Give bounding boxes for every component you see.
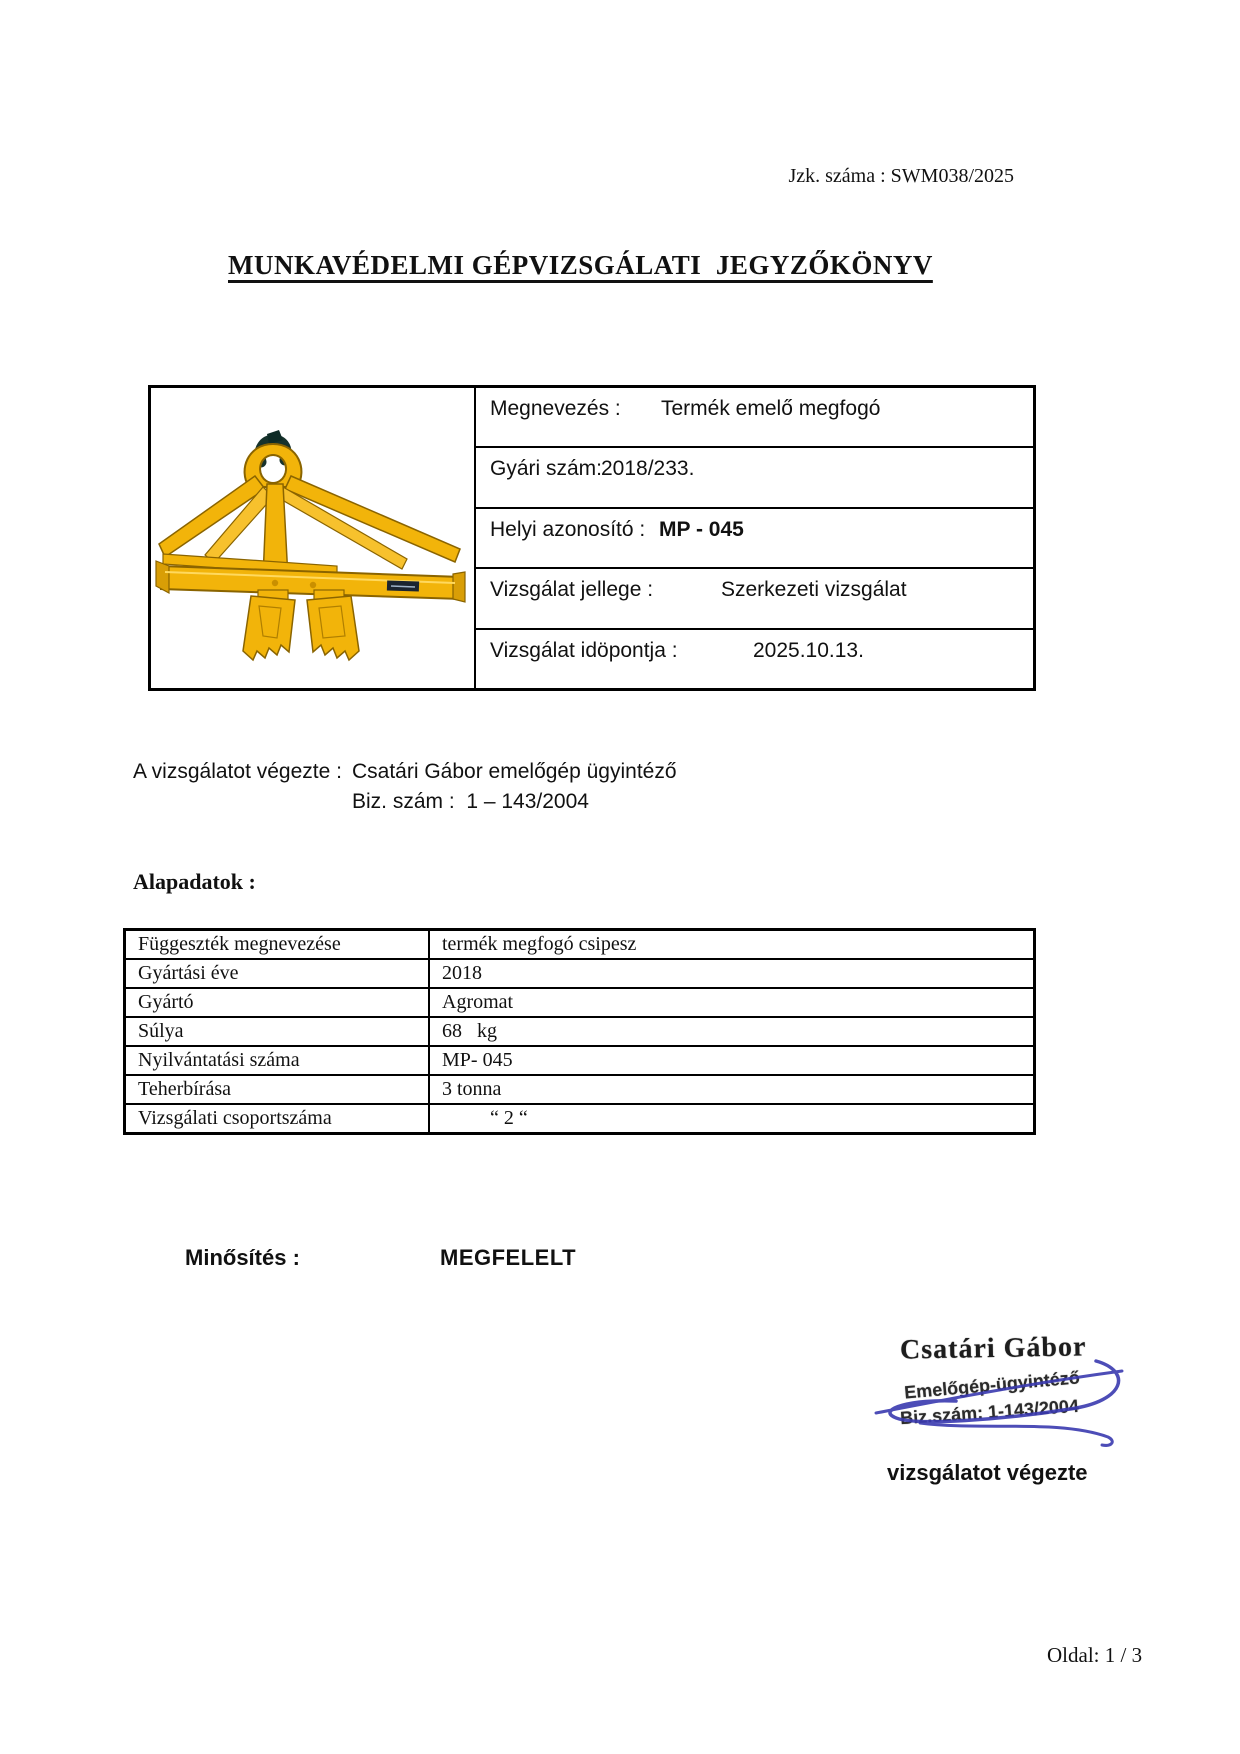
field-value: Termék emelő megfogó <box>661 397 881 420</box>
table-row <box>126 931 1033 960</box>
stamp-role: Emelőgép-ügyintéző <box>903 1367 1081 1403</box>
inspector-label: A vizsgálatot végezte : <box>133 760 342 783</box>
field-label: Teherbírása <box>126 1076 430 1103</box>
field-label: Súlya <box>126 1018 430 1045</box>
page-number: Oldal: 1 / 3 <box>1047 1643 1143 1667</box>
field-value: 68 kg <box>442 1020 497 1042</box>
field-label: Megnevezés : <box>490 397 621 420</box>
inspector-license: Biz. szám : 1 – 143/2004 <box>352 790 589 813</box>
table-row <box>126 960 1033 989</box>
machine-info-rows <box>476 388 1033 688</box>
field-label: Nyilvántatási száma <box>126 1047 430 1074</box>
field-label: Gyártó <box>126 989 430 1016</box>
machine-photo-image <box>155 426 467 666</box>
table-row <box>126 1076 1033 1105</box>
protocol-number: Jzk. száma : SWM038/2025 <box>788 165 1014 187</box>
basic-data-heading: Alapadatok : <box>133 869 256 894</box>
table-row <box>126 1018 1033 1047</box>
page-title: MUNKAVÉDELMI GÉPVIZSGÁLATI JEGYZŐKÖNYV <box>228 250 933 280</box>
signature-ink <box>858 1325 1140 1453</box>
field-value: 2018/233. <box>601 457 695 481</box>
field-value: 3 tonna <box>442 1078 502 1100</box>
field-value: Agromat <box>442 991 514 1013</box>
field-value: 2018 <box>442 962 482 984</box>
field-label: Vizsgálati csoportszáma <box>126 1105 430 1132</box>
field-value: MP - 045 <box>659 517 744 541</box>
field-value: “ 2 “ <box>490 1107 528 1129</box>
machine-photo-cell <box>151 388 476 688</box>
qualification-label: Minősítés : <box>185 1245 300 1270</box>
table-row <box>126 1047 1033 1076</box>
table-row <box>476 509 1033 569</box>
field-label: Helyi azonosító : <box>490 517 646 541</box>
stamp-name: Csatári Gábor <box>899 1331 1087 1366</box>
field-label: Vizsgálat idöpontja : <box>490 638 678 662</box>
table-row <box>476 569 1033 629</box>
basic-data-table <box>123 928 1036 1135</box>
field-label: Vizsgálat jellege : <box>490 578 654 602</box>
inspector-name: Csatári Gábor emelőgép ügyintéző <box>352 760 677 783</box>
machine-info-table <box>148 385 1036 691</box>
field-value: 2025.10.13. <box>753 638 864 662</box>
table-row <box>126 1105 1033 1132</box>
field-value: termék megfogó csipesz <box>442 933 637 955</box>
field-value: MP- 045 <box>442 1049 513 1071</box>
table-row <box>126 989 1033 1018</box>
signature-caption: vizsgálatot végezte <box>887 1460 1088 1485</box>
qualification-result: MEGFELELT <box>440 1245 577 1270</box>
table-row <box>476 630 1033 688</box>
table-row <box>476 448 1033 508</box>
field-label: Gyártási éve <box>126 960 430 987</box>
field-label: Gyári szám: <box>490 457 603 481</box>
stamp-license: Biz.szám: 1-143/2004 <box>899 1395 1080 1429</box>
inspector-stamp <box>858 1325 1140 1453</box>
field-value: Szerkezeti vizsgálat <box>721 578 907 602</box>
table-row <box>476 388 1033 448</box>
field-label: Függeszték megnevezése <box>126 931 430 958</box>
